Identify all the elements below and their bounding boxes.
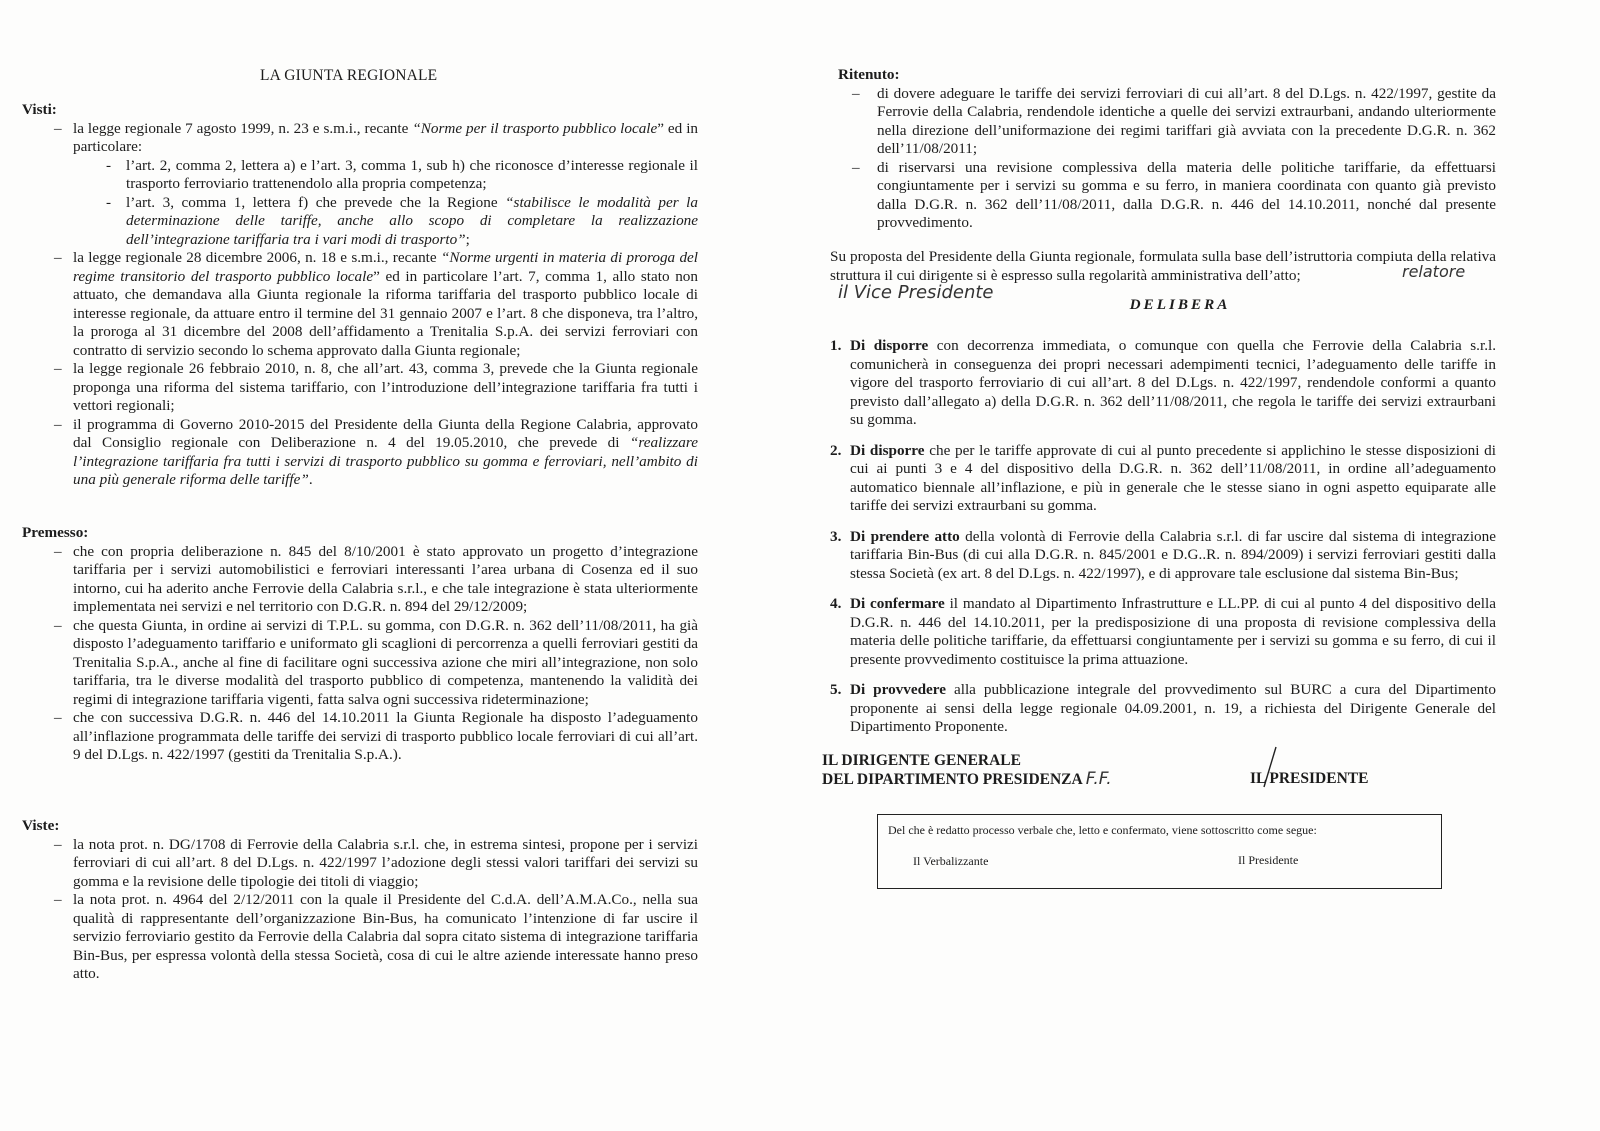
verbalizzante-label: Il Verbalizzante [913,854,989,868]
document-title: LA GIUNTA REGIONALE [260,67,438,84]
viste-item-1: – la nota prot. n. DG/1708 di Ferrovie della Calabria s.r.l. che, in estrema sintesi, propone per i servizi ferroviari di cui all’art. 8 del D.Lgs. n. 422/1997 l’adozione degli stessi valori tariffari dei servizi su gomma e la revisione delle tipologie dei titoli di viaggio; [22,836,698,892]
visti-section [22,101,698,490]
viste-item-2: – la nota prot. n. 4964 del 2/12/2011 con la quale il Presidente del C.d.A. dell’A.M.A.Co., nella sua qualità di rappresentante dell’organizzazione Bin-Bus, ha comunicato l’intenzione di far uscire il servizio ferroviario gestito da Ferrovie della Calabria dal sopra citato sistema di integrazione tariffaria Bin-Bus, per espressa volontà della stessa Società, cosa di cui le altre aziende interessate hanno preso atto. [22,891,698,984]
decision-point-5: 5. Di provvedere alla pubblicazione integrale del provvedimento sul BURC a cura del Dipartimento proponente ai sensi della legge regionale 04.09.2001, n. 19, a richiesta del Dirigente Generale del Dipartimento Proponente. [830,681,1496,735]
visti-item-1: – la legge regionale 7 agosto 1999, n. 23 e s.m.i., recante “Norme per il trasporto pubblico locale” ed in particolare: [22,120,698,157]
visti-heading: Visti: [22,101,57,118]
ritenuto-item-1: – di dovere adeguare le tariffe dei servizi ferroviari di cui all’art. 8 del D.Lgs. n. 422/1997, gestite da Ferrovie della Calabria, rendendole identiche a quelle dei servizi extraurbani, andando ulteriormente nella direzione dell’uniformazione dei regimi tariffari già avviata con la precedente D.G.R. n. 362 dell’11/08/2011; [830,85,1496,159]
signature-stroke [1258,745,1282,790]
premesso-item-1: – che con propria deliberazione n. 845 del 8/10/2001 è stato approvato un progetto d’integrazione tariffaria per i servizi automobilistici e ferroviari interessanti l’area urbana di Cosenza ed il suo intorno, cui ha aderito anche Ferrovie della Calabria s.r.l., e che tale integrazione è stata ulteriormente implementata nei servizi e nel territorio con D.G.R. n. 894 del 29/12/2009; [22,543,698,617]
dirigente-line-1: IL DIRIGENTE GENERALE [822,752,1021,769]
decision-point-2: 2. Di disporre che per le tariffe approvate di cui al punto precedente si applichino le stesse disposizioni di cui ai punti 3 e 4 del dispositivo della D.G.R. n. 362 dell’11/08/2011, in ordine all’adeguamento automatico biennale all’inflazione, e più in generale che le stesse siano in ogni aspetto equiparate alle tariffe dei servizi extraurbani su gomma. [830,441,1496,514]
presidente-signature: IL PRESIDENTE [1250,770,1369,787]
viste-section [22,817,698,984]
visti-item-4: – il programma di Governo 2010-2015 del Presidente della Giunta della Regione Calabria, approvato dal Consiglio regionale con Deliberazione n. 4 del 19.05.2010, che prevede di “realizzare l’integrazione tariffaria fra tutti i servizi di trasporto pubblico su gomma e ferroviari, nell’ambito di una più generale riforma delle tariffe”. [22,416,698,490]
handwritten-relatore: relatore [1402,262,1466,281]
visti-item-1-sub-1: - l’art. 2, comma 2, lettera a) e l’art. 3, comma 1, sub h) che riconosce d’interesse regionale il trasporto ferroviario trattenendolo alla propria competenza; [22,157,698,194]
decision-point-3: 3. Di prendere atto della volontà di Ferrovie della Calabria s.r.l. di far uscire dal sistema di integrazione tariffaria Bin-Bus (di cui alla D.G.R. n. 845/2001 e D.G..R. n. 894/2009) i servizi ferroviari gestiti dalla stessa Società (ex art. 8 del D.Lgs. n. 422/1997), e di approvare tale esclusione dal sistema Bin-Bus; [830,527,1496,582]
premesso-heading: Premesso: [22,524,89,541]
dirigente-line-2: DEL DIPARTIMENTO PRESIDENZA F.F. [822,769,1112,789]
visti-item-3: – la legge regionale 26 febbraio 2010, n. 8, che all’art. 43, comma 3, prevede che la Giunta regionale proponga una riforma del sistema tariffario, con l’introduzione dell’integrazione tariffaria fra tutti i vettori regionali; [22,360,698,416]
presidente-label: Il Presidente [1238,853,1299,867]
delibera-heading: DELIBERA [1129,296,1231,313]
ritenuto-section [830,66,1496,233]
verbale-text: Del che è redatto processo verbale che, letto e confermato, viene sottoscritto come segue: [888,823,1317,837]
proposta-paragraph: Su proposta del Presidente della Giunta regionale, formulata sulla base dell’istruttoria compiuta della relativa struttura il cui dirigente si è espresso sulla regolarità amministrativa dell’atto; [830,248,1496,284]
visti-item-1-sub-2: - l’art. 3, comma 1, lettera f) che prevede che la Regione “stabilisce le modalità per la determinazione delle tariffe, anche allo scopo di completare la realizzazione dell’integrazione tariffaria tra i vari modi di trasporto”; [22,194,698,250]
visti-item-2: – la legge regionale 28 dicembre 2006, n. 18 e s.m.i., recante “Norme urgenti in materia di proroga del regime transitorio del trasporto pubblico locale” ed in particolare l’art. 7, comma 1, allo stato non attuato, che demandava alla Giunta regionale la riforma tariffaria del trasporto pubblico locale di interesse regionale, da attuare entro il termine del 31 gennaio 2007 e l’art. 8 che disponeva, tra l’altro, la proroga al 31 dicembre del 2008 dell’affidamento a Trenitalia S.p.A. dei servizi ferroviari con contratto di servizio secondo lo schema approvato dalla Giunta regionale; [22,249,698,360]
ritenuto-item-2: – di riservarsi una revisione complessiva della materia delle politiche tariffarie, da effettuarsi congiuntamente per i servizi su gomma e su ferro, in maniera coordinata con quanto già previsto dalla D.G.R. n. 362 dell’11/08/2011, dalla D.G.R. n. 446 del 14.10.2011, nonché dal presente provvedimento. [830,159,1496,233]
decision-point-1: 1. Di disporre con decorrenza immediata, o comunque con quella che Ferrovie della Calabria s.r.l. comunicherà in conseguenza dei propri necessari adempimenti tecnici, l’adeguamento delle tariffe in vigore del trasporto ferroviario di cui all’art. 8 del D.Lgs. n. 422/1997, rendendole conformi a quanto previsto dall’allegato a) della D.G.R. n. 362 dell’11/08/2011, che regola le tariffe dei servizi extraurbani su gomma. [830,337,1497,428]
handwritten-ff: F.F. [1085,769,1112,789]
points-list [830,337,1496,737]
dirigente-signature-block [822,752,1112,789]
premesso-section [22,524,698,765]
verbale-box [877,814,1442,889]
ritenuto-heading: Ritenuto: [838,66,900,83]
viste-heading: Viste: [22,817,60,834]
premesso-item-3: – che con successiva D.G.R. n. 446 del 14.10.2011 la Giunta Regionale ha disposto l’adeguamento all’inflazione programmata delle tariffe dei servizi di trasporto pubblico locale ferroviari di cui all’art. 9 del D.Lgs. n. 422/1997 (gestiti da Trenitalia S.p.A.). [22,709,698,765]
handwritten-vice-presidente: il Vice Presidente [838,282,994,303]
premesso-item-2: – che questa Giunta, in ordine ai servizi di T.P.L. su gomma, con D.G.R. n. 362 dell’11/08/2011, ha già disposto l’adeguamento tariffario e uniformato gli scaglioni di percorrenza a quelli ferroviari gestiti da Trenitalia S.p.A., anche al fine di facilitare ogni successiva azione che miri all’integrazione, non solo tariffaria, tra le diverse modalità del trasporto pubblico di competenza, mantenendo la validità dei regimi di integrazione tariffaria vigenti, fatta salva ogni successiva rideterminazione; [22,617,698,710]
decision-point-4: 4. Di confermare il mandato al Dipartimento Infrastrutture e LL.PP. di cui al punto 4 del dispositivo della D.G.R. n. 446 del 14.10.2011, per la predisposizione di una proposta di revisione complessiva della materia delle politiche tariffarie, da effettuarsi congiuntamente per i servizi su gomma e su ferro, di cui il presente provvedimento costituisce la prima attuazione. [830,595,1496,668]
